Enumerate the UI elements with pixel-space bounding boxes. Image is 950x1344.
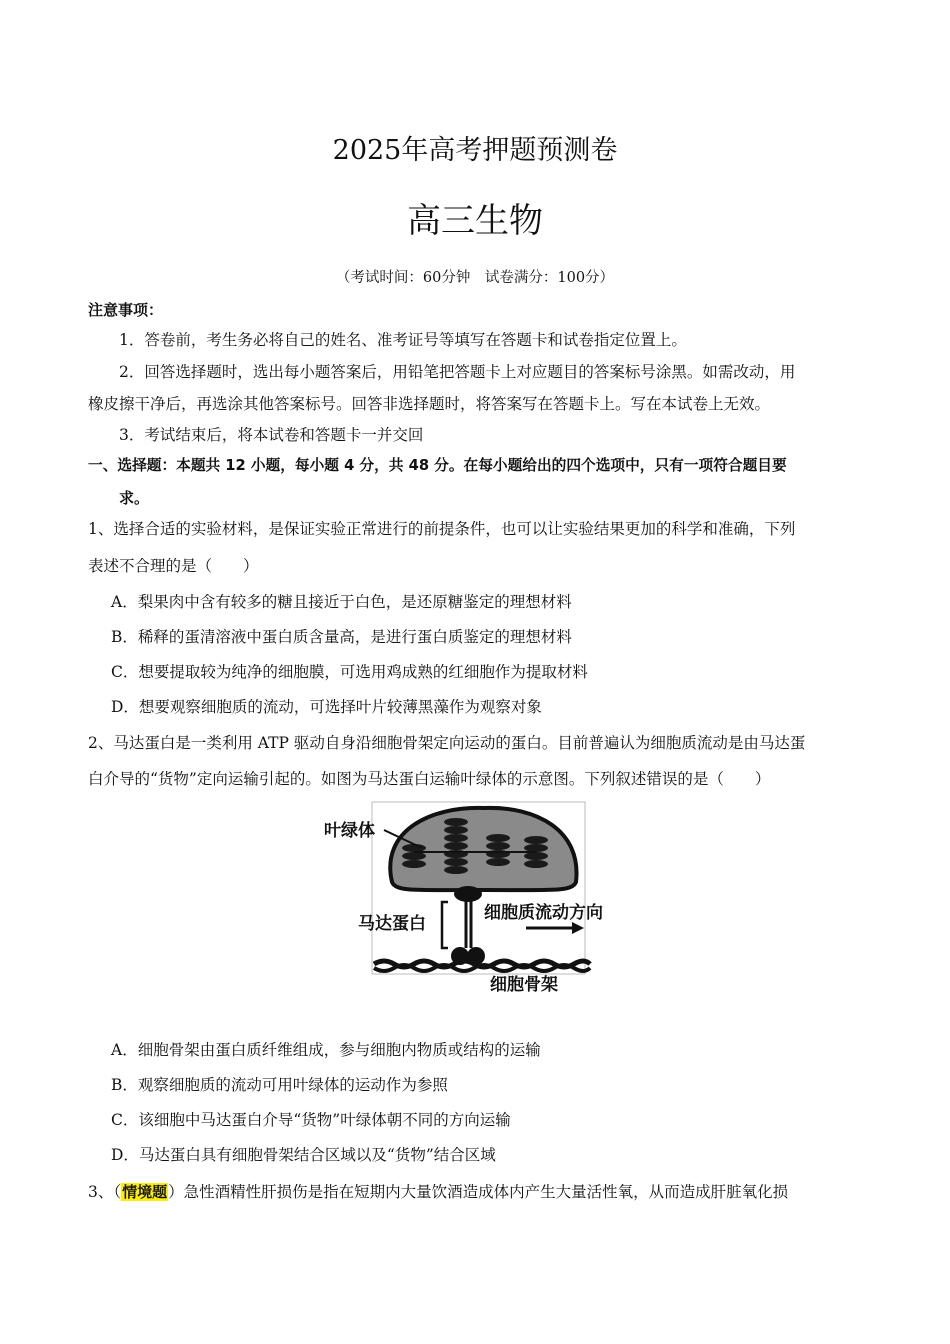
question-3-text: ）急性酒精性肝损伤是指在短期内大量饮酒造成体内产生大量活性氧，从而造成肝脏氧化损 bbox=[168, 1183, 789, 1201]
subject-title: 高三生物 bbox=[407, 201, 543, 241]
question-1-option-d: D．想要观察细胞质的流动，可选择叶片较薄黑藻作为观察对象 bbox=[111, 698, 542, 716]
note-item-1: 1．答卷前，考生务必将自己的姓名、准考证号等填写在答题卡和试卷指定位置上。 bbox=[119, 331, 687, 349]
question-1-option-c: C．想要提取较为纯净的细胞膜，可选用鸡成熟的红细胞作为提取材料 bbox=[111, 663, 588, 681]
section-heading: 一、选择题：本题共 12 小题，每小题 4 分，共 48 分。在每小题给出的四个选项中，只有一项符合题目要 bbox=[88, 457, 787, 474]
scenario-tag: 情境题 bbox=[122, 1183, 168, 1201]
note-item-2: 2．回答选择题时，选出每小题答案后，用铅笔把答题卡上对应题目的答案标号涂黑。如需改动，用 bbox=[119, 363, 796, 381]
question-3-stem bbox=[88, 1182, 788, 1202]
question-2-option-d: D．马达蛋白具有细胞骨架结合区域以及“货物”结合区域 bbox=[111, 1146, 496, 1164]
question-2-stem-cont: 白介导的“货物”定向运输引起的。如图为马达蛋白运输叶绿体的示意图。下列叙述错误的是（ ） bbox=[88, 770, 771, 788]
motor-protein-shape bbox=[451, 886, 485, 965]
question-2-option-a: A．细胞骨架由蛋白质纤维组成，参与细胞内物质或结构的运输 bbox=[111, 1041, 541, 1059]
question-1-option-b: B．稀释的蛋清溶液中蛋白质含量高，是进行蛋白质鉴定的理想材料 bbox=[111, 628, 572, 646]
question-1-stem: 1、选择合适的实验材料，是保证实验正常进行的前提条件，也可以让实验结果更加的科学和准确，下列 bbox=[88, 520, 796, 538]
chloroplast-shape bbox=[390, 808, 576, 890]
section-heading-cont: 求。 bbox=[119, 489, 150, 507]
exam-title: 2025年高考押题预测卷 bbox=[332, 135, 618, 166]
question-2-stem: 2、马达蛋白是一类利用 ATP 驱动自身沿细胞骨架定向运动的蛋白。目前普遍认为细胞质流动是由马达蛋 bbox=[88, 734, 806, 752]
note-item-2-cont: 橡皮擦干净后，再选涂其他答案标号。回答非选择题时，将答案写在答题卡上。写在本试卷上无效。 bbox=[88, 395, 771, 413]
chloroplast-label: 叶绿体 bbox=[324, 821, 375, 841]
arrow-right-icon bbox=[572, 922, 584, 934]
question-1-option-a: A．梨果肉中含有较多的糖且接近于白色，是还原糖鉴定的理想材料 bbox=[111, 593, 572, 611]
note-item-3: 3．考试结束后，将本试卷和答题卡一并交回 bbox=[119, 426, 424, 444]
cytoskeleton-label: 细胞骨架 bbox=[490, 975, 558, 995]
notes-heading: 注意事项： bbox=[88, 301, 164, 319]
question-2-option-c: C．该细胞中马达蛋白介导“货物”叶绿体朝不同的方向运输 bbox=[111, 1111, 511, 1129]
motor-protein-diagram bbox=[322, 800, 632, 996]
question-3-prefix: 3、（ bbox=[88, 1183, 122, 1201]
motor-protein-label: 马达蛋白 bbox=[358, 914, 426, 934]
flow-direction-label: 细胞质流动方向 bbox=[484, 903, 603, 923]
question-2-option-b: B．观察细胞质的流动可用叶绿体的运动作为参照 bbox=[111, 1076, 448, 1094]
exam-info: （考试时间：60分钟 试卷满分：100分） bbox=[335, 270, 615, 286]
question-1-stem-cont: 表述不合理的是（ ） bbox=[88, 557, 259, 575]
